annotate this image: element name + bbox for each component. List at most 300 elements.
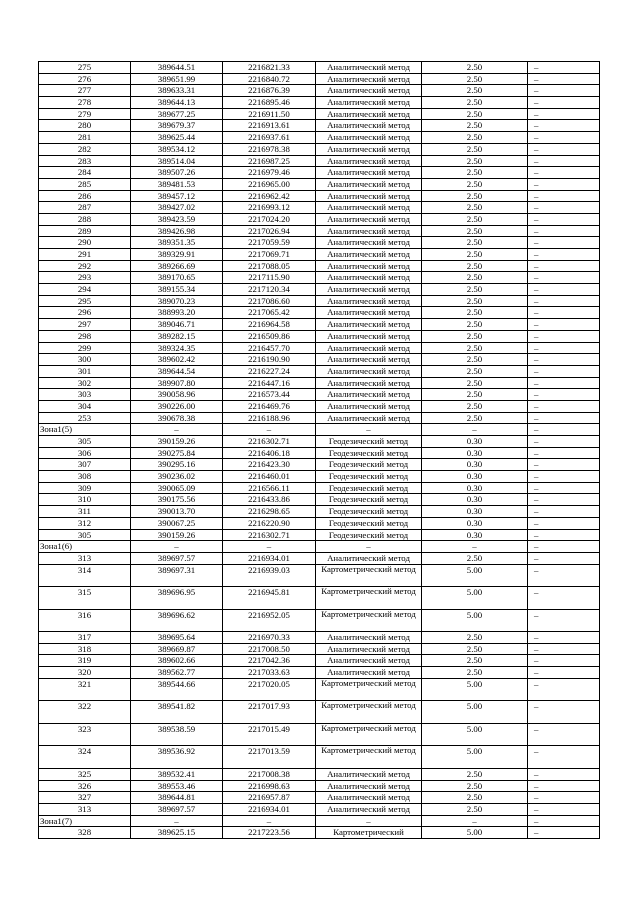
method-cell: Аналитический метод xyxy=(316,155,422,167)
y-coordinate-cell: 2216457.70 xyxy=(223,342,316,354)
point-number-cell: 289 xyxy=(39,225,131,237)
point-number-cell: 281 xyxy=(39,132,131,144)
x-coordinate-cell: 390067.25 xyxy=(131,517,223,529)
y-coordinate-cell: 2216821.33 xyxy=(223,62,316,74)
table-row xyxy=(39,377,600,389)
note-cell: – xyxy=(528,655,600,667)
x-coordinate-cell: 389697.57 xyxy=(131,552,223,564)
x-coordinate-cell: 389155.34 xyxy=(131,284,223,296)
point-number-cell: 313 xyxy=(39,552,131,564)
note-cell: – xyxy=(528,155,600,167)
table-row xyxy=(39,632,600,644)
y-coordinate-cell: 2217086.60 xyxy=(223,295,316,307)
method-cell: Аналитический метод xyxy=(316,667,422,679)
note-cell: – xyxy=(528,792,600,804)
point-number-cell: 275 xyxy=(39,62,131,74)
note-cell: – xyxy=(528,307,600,319)
note-cell: – xyxy=(528,272,600,284)
accuracy-cell: 2.50 xyxy=(422,284,528,296)
point-number-cell: 288 xyxy=(39,213,131,225)
table-row xyxy=(39,249,600,261)
accuracy-cell: 2.50 xyxy=(422,202,528,214)
x-coordinate-cell: 389697.57 xyxy=(131,803,223,815)
zone-label-cell: Зона1(7) xyxy=(39,815,131,827)
note-cell: – xyxy=(528,225,600,237)
point-number-cell: 324 xyxy=(39,746,131,769)
method-cell: Геодезический метод xyxy=(316,471,422,483)
point-number-cell: 283 xyxy=(39,155,131,167)
method-cell: Картометрический метод xyxy=(316,701,422,724)
method-cell: Аналитический метод xyxy=(316,178,422,190)
table-row xyxy=(39,354,600,366)
accuracy-cell: 0.30 xyxy=(422,471,528,483)
table-body xyxy=(39,62,600,839)
table-row xyxy=(39,655,600,667)
method-cell: Аналитический метод xyxy=(316,354,422,366)
note-cell: – xyxy=(528,342,600,354)
method-cell: Аналитический метод xyxy=(316,272,422,284)
accuracy-cell: 2.50 xyxy=(422,792,528,804)
y-coordinate-cell: 2216939.03 xyxy=(223,564,316,587)
x-coordinate-cell: 389679.37 xyxy=(131,120,223,132)
accuracy-cell: 2.50 xyxy=(422,85,528,97)
table-row xyxy=(39,792,600,804)
y-coordinate-cell: 2216964.58 xyxy=(223,319,316,331)
method-cell: Аналитический метод xyxy=(316,307,422,319)
zone-row xyxy=(39,815,600,827)
point-number-cell: 280 xyxy=(39,120,131,132)
table-row xyxy=(39,768,600,780)
y-coordinate-cell: 2216998.63 xyxy=(223,780,316,792)
y-coordinate-cell: 2217120.34 xyxy=(223,284,316,296)
accuracy-cell: 2.50 xyxy=(422,667,528,679)
x-coordinate-cell: 390175.56 xyxy=(131,494,223,506)
method-cell: Картометрический метод xyxy=(316,609,422,632)
x-coordinate-cell: 389538.59 xyxy=(131,723,223,746)
accuracy-cell: 2.50 xyxy=(422,143,528,155)
method-cell: – xyxy=(316,541,422,553)
x-coordinate-cell: 389170.65 xyxy=(131,272,223,284)
x-coordinate-cell: 389602.66 xyxy=(131,655,223,667)
table-row xyxy=(39,108,600,120)
table-row xyxy=(39,564,600,587)
method-cell: Аналитический метод xyxy=(316,319,422,331)
y-coordinate-cell: 2216188.96 xyxy=(223,412,316,424)
accuracy-cell: 0.30 xyxy=(422,506,528,518)
point-number-cell: 292 xyxy=(39,260,131,272)
accuracy-cell: 2.50 xyxy=(422,643,528,655)
y-coordinate-cell: 2216566.11 xyxy=(223,482,316,494)
zone-label-cell: Зона1(6) xyxy=(39,541,131,553)
method-cell: Аналитический метод xyxy=(316,412,422,424)
point-number-cell: 286 xyxy=(39,190,131,202)
accuracy-cell: 2.50 xyxy=(422,62,528,74)
table-row xyxy=(39,237,600,249)
accuracy-cell: 2.50 xyxy=(422,768,528,780)
note-cell: – xyxy=(528,284,600,296)
y-coordinate-cell: 2216220.90 xyxy=(223,517,316,529)
note-cell: – xyxy=(528,319,600,331)
note-cell: – xyxy=(528,424,600,436)
table-row xyxy=(39,155,600,167)
note-cell: – xyxy=(528,120,600,132)
point-number-cell: 279 xyxy=(39,108,131,120)
x-coordinate-cell: 389534.12 xyxy=(131,143,223,155)
note-cell: – xyxy=(528,85,600,97)
accuracy-cell: 2.50 xyxy=(422,377,528,389)
method-cell: – xyxy=(316,424,422,436)
note-cell: – xyxy=(528,97,600,109)
table-row xyxy=(39,365,600,377)
x-coordinate-cell: 389541.82 xyxy=(131,701,223,724)
note-cell: – xyxy=(528,354,600,366)
note-cell: – xyxy=(528,552,600,564)
note-cell: – xyxy=(528,237,600,249)
y-coordinate-cell: 2216895.46 xyxy=(223,97,316,109)
note-cell: – xyxy=(528,701,600,724)
point-number-cell: 316 xyxy=(39,609,131,632)
y-coordinate-cell: 2217026.94 xyxy=(223,225,316,237)
x-coordinate-cell: 390275.84 xyxy=(131,447,223,459)
point-number-cell: 304 xyxy=(39,400,131,412)
y-coordinate-cell: 2216952.05 xyxy=(223,609,316,632)
method-cell: Аналитический метод xyxy=(316,400,422,412)
y-coordinate-cell: 2217015.49 xyxy=(223,723,316,746)
method-cell: Аналитический метод xyxy=(316,342,422,354)
y-coordinate-cell: 2216911.50 xyxy=(223,108,316,120)
zone-label-cell: Зона1(5) xyxy=(39,424,131,436)
table-row xyxy=(39,85,600,97)
x-coordinate-cell: 390159.26 xyxy=(131,529,223,541)
x-coordinate-cell: 389266.69 xyxy=(131,260,223,272)
accuracy-cell: 2.50 xyxy=(422,272,528,284)
point-number-cell: 294 xyxy=(39,284,131,296)
table-row xyxy=(39,780,600,792)
point-number-cell: 305 xyxy=(39,529,131,541)
table-row xyxy=(39,517,600,529)
point-number-cell: 302 xyxy=(39,377,131,389)
x-coordinate-cell: 389544.66 xyxy=(131,678,223,701)
x-coordinate-cell: 389423.59 xyxy=(131,213,223,225)
method-cell: Картометрический метод xyxy=(316,746,422,769)
method-cell: Аналитический метод xyxy=(316,284,422,296)
method-cell: Аналитический метод xyxy=(316,97,422,109)
table-row xyxy=(39,202,600,214)
y-coordinate-cell: 2216979.46 xyxy=(223,167,316,179)
note-cell: – xyxy=(528,517,600,529)
accuracy-cell: 2.50 xyxy=(422,190,528,202)
table-row xyxy=(39,143,600,155)
point-number-cell: 326 xyxy=(39,780,131,792)
accuracy-cell: 2.50 xyxy=(422,389,528,401)
x-coordinate-cell: 389696.95 xyxy=(131,587,223,610)
method-cell: Геодезический метод xyxy=(316,529,422,541)
method-cell: Аналитический метод xyxy=(316,803,422,815)
point-number-cell: 311 xyxy=(39,506,131,518)
table-row xyxy=(39,723,600,746)
accuracy-cell: 2.50 xyxy=(422,178,528,190)
accuracy-cell: 5.00 xyxy=(422,564,528,587)
accuracy-cell: 0.30 xyxy=(422,494,528,506)
accuracy-cell: 5.00 xyxy=(422,609,528,632)
point-number-cell: 299 xyxy=(39,342,131,354)
note-cell: – xyxy=(528,667,600,679)
x-coordinate-cell: – xyxy=(131,424,223,436)
point-number-cell: 318 xyxy=(39,643,131,655)
table-row xyxy=(39,471,600,483)
accuracy-cell: 2.50 xyxy=(422,120,528,132)
table-row xyxy=(39,678,600,701)
y-coordinate-cell: 2217008.38 xyxy=(223,768,316,780)
y-coordinate-cell: 2217008.50 xyxy=(223,643,316,655)
y-coordinate-cell: – xyxy=(223,541,316,553)
x-coordinate-cell: 390065.09 xyxy=(131,482,223,494)
table-row xyxy=(39,643,600,655)
x-coordinate-cell: 389426.98 xyxy=(131,225,223,237)
note-cell: – xyxy=(528,632,600,644)
method-cell: Аналитический метод xyxy=(316,225,422,237)
note-cell: – xyxy=(528,506,600,518)
method-cell: Аналитический метод xyxy=(316,108,422,120)
x-coordinate-cell: 390678.38 xyxy=(131,412,223,424)
accuracy-cell: 2.50 xyxy=(422,73,528,85)
point-number-cell: 328 xyxy=(39,827,131,839)
note-cell: – xyxy=(528,249,600,261)
x-coordinate-cell: 390236.02 xyxy=(131,471,223,483)
y-coordinate-cell: 2216423.30 xyxy=(223,459,316,471)
note-cell: – xyxy=(528,723,600,746)
y-coordinate-cell: 2216460.01 xyxy=(223,471,316,483)
x-coordinate-cell: 389907.80 xyxy=(131,377,223,389)
y-coordinate-cell: 2217033.63 xyxy=(223,667,316,679)
accuracy-cell: 5.00 xyxy=(422,723,528,746)
y-coordinate-cell: 2216840.72 xyxy=(223,73,316,85)
method-cell: Аналитический метод xyxy=(316,62,422,74)
note-cell: – xyxy=(528,108,600,120)
accuracy-cell: 5.00 xyxy=(422,587,528,610)
y-coordinate-cell: – xyxy=(223,815,316,827)
note-cell: – xyxy=(528,436,600,448)
note-cell: – xyxy=(528,564,600,587)
y-coordinate-cell: 2216978.38 xyxy=(223,143,316,155)
accuracy-cell: 2.50 xyxy=(422,412,528,424)
x-coordinate-cell: 389651.99 xyxy=(131,73,223,85)
method-cell: Аналитический метод xyxy=(316,655,422,667)
x-coordinate-cell: 389696.62 xyxy=(131,609,223,632)
y-coordinate-cell: 2216509.86 xyxy=(223,330,316,342)
point-number-cell: 277 xyxy=(39,85,131,97)
table-row xyxy=(39,459,600,471)
point-number-cell: 313 xyxy=(39,803,131,815)
accuracy-cell: 2.50 xyxy=(422,319,528,331)
point-number-cell: 321 xyxy=(39,678,131,701)
method-cell: Аналитический метод xyxy=(316,780,422,792)
accuracy-cell: 2.50 xyxy=(422,108,528,120)
note-cell: – xyxy=(528,643,600,655)
method-cell: Аналитический метод xyxy=(316,377,422,389)
accuracy-cell: 2.50 xyxy=(422,354,528,366)
method-cell: Аналитический метод xyxy=(316,768,422,780)
y-coordinate-cell: 2217013.59 xyxy=(223,746,316,769)
y-coordinate-cell: 2216573.44 xyxy=(223,389,316,401)
point-number-cell: 295 xyxy=(39,295,131,307)
point-number-cell: 309 xyxy=(39,482,131,494)
y-coordinate-cell: 2216970.33 xyxy=(223,632,316,644)
method-cell: Геодезический метод xyxy=(316,447,422,459)
x-coordinate-cell: 389625.44 xyxy=(131,132,223,144)
accuracy-cell: – xyxy=(422,815,528,827)
y-coordinate-cell: 2216993.12 xyxy=(223,202,316,214)
point-number-cell: 293 xyxy=(39,272,131,284)
table-row xyxy=(39,272,600,284)
point-number-cell: 296 xyxy=(39,307,131,319)
method-cell: Аналитический метод xyxy=(316,237,422,249)
method-cell: Аналитический метод xyxy=(316,85,422,97)
x-coordinate-cell: 390013.70 xyxy=(131,506,223,518)
y-coordinate-cell: 2216227.24 xyxy=(223,365,316,377)
table-row xyxy=(39,587,600,610)
y-coordinate-cell: 2216965.00 xyxy=(223,178,316,190)
x-coordinate-cell: 390295.16 xyxy=(131,459,223,471)
note-cell: – xyxy=(528,815,600,827)
y-coordinate-cell: 2216937.61 xyxy=(223,132,316,144)
method-cell: Аналитический метод xyxy=(316,190,422,202)
note-cell: – xyxy=(528,678,600,701)
point-number-cell: 320 xyxy=(39,667,131,679)
y-coordinate-cell: 2216934.01 xyxy=(223,803,316,815)
accuracy-cell: 2.50 xyxy=(422,237,528,249)
point-number-cell: 305 xyxy=(39,436,131,448)
point-number-cell: 308 xyxy=(39,471,131,483)
accuracy-cell: 2.50 xyxy=(422,97,528,109)
x-coordinate-cell: 389481.53 xyxy=(131,178,223,190)
note-cell: – xyxy=(528,213,600,225)
y-coordinate-cell: 2216913.61 xyxy=(223,120,316,132)
x-coordinate-cell: 389046.71 xyxy=(131,319,223,331)
point-number-cell: 327 xyxy=(39,792,131,804)
point-number-cell: 291 xyxy=(39,249,131,261)
y-coordinate-cell: 2216469.76 xyxy=(223,400,316,412)
note-cell: – xyxy=(528,447,600,459)
table-row xyxy=(39,506,600,518)
y-coordinate-cell: 2216447.16 xyxy=(223,377,316,389)
accuracy-cell: 0.30 xyxy=(422,482,528,494)
note-cell: – xyxy=(528,389,600,401)
accuracy-cell: 0.30 xyxy=(422,447,528,459)
y-coordinate-cell: 2216433.86 xyxy=(223,494,316,506)
point-number-cell: 323 xyxy=(39,723,131,746)
x-coordinate-cell: 389644.13 xyxy=(131,97,223,109)
x-coordinate-cell: 389644.81 xyxy=(131,792,223,804)
x-coordinate-cell: – xyxy=(131,815,223,827)
table-row xyxy=(39,803,600,815)
point-number-cell: 325 xyxy=(39,768,131,780)
note-cell: – xyxy=(528,330,600,342)
table-row xyxy=(39,342,600,354)
note-cell: – xyxy=(528,73,600,85)
x-coordinate-cell: 389644.54 xyxy=(131,365,223,377)
accuracy-cell: 5.00 xyxy=(422,746,528,769)
note-cell: – xyxy=(528,768,600,780)
point-number-cell: 306 xyxy=(39,447,131,459)
x-coordinate-cell: 389625.15 xyxy=(131,827,223,839)
table-row xyxy=(39,552,600,564)
accuracy-cell: 0.30 xyxy=(422,517,528,529)
note-cell: – xyxy=(528,541,600,553)
method-cell: Геодезический метод xyxy=(316,482,422,494)
method-cell: Аналитический метод xyxy=(316,792,422,804)
x-coordinate-cell: 390159.26 xyxy=(131,436,223,448)
method-cell: Картометрический метод xyxy=(316,587,422,610)
y-coordinate-cell: 2217042.36 xyxy=(223,655,316,667)
method-cell: Картометрический метод xyxy=(316,723,422,746)
table-row xyxy=(39,213,600,225)
x-coordinate-cell: 389070.23 xyxy=(131,295,223,307)
accuracy-cell: 2.50 xyxy=(422,655,528,667)
point-number-cell: 284 xyxy=(39,167,131,179)
table-row xyxy=(39,178,600,190)
y-coordinate-cell: 2216945.81 xyxy=(223,587,316,610)
table-row xyxy=(39,746,600,769)
note-cell: – xyxy=(528,167,600,179)
x-coordinate-cell: 389536.92 xyxy=(131,746,223,769)
accuracy-cell: 2.50 xyxy=(422,225,528,237)
method-cell: Геодезический метод xyxy=(316,459,422,471)
table-row xyxy=(39,190,600,202)
table-row xyxy=(39,412,600,424)
accuracy-cell: 2.50 xyxy=(422,295,528,307)
note-cell: – xyxy=(528,190,600,202)
note-cell: – xyxy=(528,827,600,839)
accuracy-cell: 2.50 xyxy=(422,213,528,225)
note-cell: – xyxy=(528,400,600,412)
y-coordinate-cell: 2216298.65 xyxy=(223,506,316,518)
method-cell: Аналитический метод xyxy=(316,202,422,214)
point-number-cell: 314 xyxy=(39,564,131,587)
accuracy-cell: 2.50 xyxy=(422,632,528,644)
note-cell: – xyxy=(528,609,600,632)
accuracy-cell: 5.00 xyxy=(422,827,528,839)
method-cell: Аналитический метод xyxy=(316,552,422,564)
method-cell: Аналитический метод xyxy=(316,365,422,377)
y-coordinate-cell: 2217059.59 xyxy=(223,237,316,249)
x-coordinate-cell: 389324.35 xyxy=(131,342,223,354)
point-number-cell: 301 xyxy=(39,365,131,377)
accuracy-cell: – xyxy=(422,424,528,436)
point-number-cell: 297 xyxy=(39,319,131,331)
note-cell: – xyxy=(528,494,600,506)
y-coordinate-cell: 2216934.01 xyxy=(223,552,316,564)
x-coordinate-cell: 389644.51 xyxy=(131,62,223,74)
x-coordinate-cell: 389282.15 xyxy=(131,330,223,342)
method-cell: Геодезический метод xyxy=(316,506,422,518)
point-number-cell: 322 xyxy=(39,701,131,724)
point-number-cell: 315 xyxy=(39,587,131,610)
x-coordinate-cell: 389329.91 xyxy=(131,249,223,261)
x-coordinate-cell: 389697.31 xyxy=(131,564,223,587)
table-row xyxy=(39,436,600,448)
x-coordinate-cell: 389507.26 xyxy=(131,167,223,179)
x-coordinate-cell: 389427.02 xyxy=(131,202,223,214)
accuracy-cell: 2.50 xyxy=(422,307,528,319)
point-number-cell: 310 xyxy=(39,494,131,506)
table-row xyxy=(39,389,600,401)
method-cell: Аналитический метод xyxy=(316,167,422,179)
point-number-cell: 307 xyxy=(39,459,131,471)
method-cell: Геодезический метод xyxy=(316,517,422,529)
x-coordinate-cell: 389669.87 xyxy=(131,643,223,655)
table-row xyxy=(39,529,600,541)
